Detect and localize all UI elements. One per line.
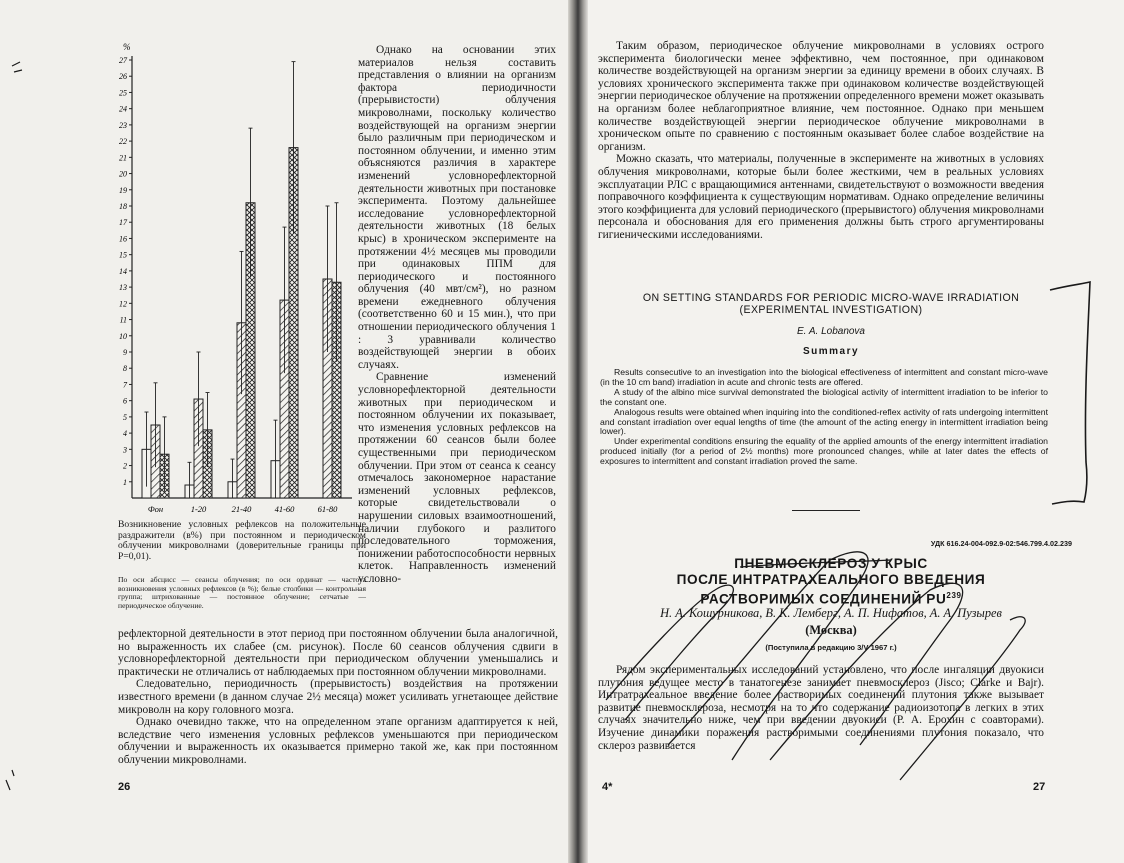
y-tick-label: 9 [123,348,127,357]
y-tick-label: 18 [119,202,127,211]
y-tick-label: 20 [119,169,127,179]
y-tick-label: 15 [119,250,127,260]
left-side-column [358,44,556,586]
page-number-right: 27 [1033,781,1046,793]
y-tick-label: 22 [119,137,127,147]
book-gutter [568,0,588,863]
y-tick-label: 11 [119,315,127,325]
x-tick-label: 61-80 [317,504,338,514]
y-tick-label: 3 [123,445,127,455]
y-tick-label: 19 [119,185,127,195]
paragraph: Однако очевидно также, что на определенном этапе организм адаптируется к ней, вследствие чего изменения условных рефлексов уменьшаются при периодическом облучении и выраженность их оказывается примерно такой же, как при постоянном облучении микроволнами. [118,716,558,766]
y-tick-label: 21 [119,153,127,163]
x-tick-label: 41-60 [274,504,295,514]
article-authors: Н. А. Кошурникова, В. К. Лемберг, А. П. Нифатов, А. А. Пузырев [660,606,1002,620]
y-tick-label: 8 [123,364,127,374]
y-tick-label: 23 [119,120,127,130]
udk-code: УДК 616.24-004-092.9-02:546.799.4.02.239 [930,539,1072,548]
y-tick-label: 7 [123,380,127,390]
signature-mark: 4* [602,781,613,793]
article-title-line-1: ПНЕВМОСКЛЕРОЗ У КРЫС [734,556,928,571]
english-title [596,292,1066,316]
paragraph: Можно сказать, что материалы, полученные в эксперименте на животных в условиях облучения микроволнами, которые были более жесткими, чем в реальных условиях эксплуатации РЛС с вращающимися антеннами, свидетельствуют о возможности введения поправочного коэффициента к существующим нормативам. Однако определение величины этого коэффициента для условий периодического (прерывистого) облучения микроволнами персонала и обоснования для его применения должны быть строго аргументированы гигиеническими исследованиями. [598,153,1044,241]
article-title-line-2: ПОСЛЕ ИНТРАТРАХЕАЛЬНОГО ВВЕДЕНИЯ [676,572,986,587]
y-tick-label: 2 [123,461,127,471]
y-tick-label: 13 [119,283,127,293]
x-tick-label: 1-20 [190,504,207,514]
y-tick-label: 1 [123,477,127,487]
summary-paragraph: A study of the albino mice survival demonstrated the biological activity of intermittent irradiation to be inferior to the constant one. [600,386,1048,407]
figure-note: По оси абсцисс — сеансы облучения; по оси ординат — частота возникновения условных рефлексов (в %); белые столбики — контрольная группа; штрихованные — постоянное облучение; сетчатые — периодическое облучение. [118,575,366,610]
paragraph: Следовательно, периодичность (прерывистость) воздействия на протяжении известного времени (в данном случае 2½ месяца) может усиливать угнетающее действие микроволн на кору головного мозга. [118,678,558,716]
y-tick-label: 27 [119,56,127,65]
right-top-column [598,40,1044,242]
y-tick-label: 24 [119,104,127,114]
y-tick-label: 5 [123,412,127,422]
y-tick-label: 4 [123,429,127,439]
english-title-line-2: (EXPERIMENTAL INVESTIGATION) [739,304,923,316]
y-tick-label: 10 [119,331,127,341]
x-tick-label: Фон [147,504,164,514]
bar-chart [112,40,362,525]
article-title [596,556,1066,608]
paragraph: Рядом экспериментальных исследований установлено, что после ингаляции двуокиси плутония ведущее место в танатогенезе занимает пневмосклероз (Jisco; Clarke и Bajr). Интратрахеальное введение более растворимых соединений плутония также вызывает развитие пневмосклероза, несмотря на то что содержание радиоизотопа в легких в этих случаях значительно ниже, чем при введении двуокиси (Р. А. Ерохин с соавторами). Изучение динамики поражения растворимыми соединениями плутония показало, что склероз развивается [598,664,1044,752]
figure-caption: Возникновение условных рефлексов на положительные раздражители (в%) при постоянном и периодическом облучении микроволнами (доверительные границы при P=0,01). [118,519,366,562]
y-tick-label: 16 [119,234,127,244]
left-full-column [118,628,558,767]
page-number-left: 26 [118,781,131,793]
paragraph: Сравнение изменений условнорефлекторной деятельности животных при периодическом и постоянном облучении их показывает, что изменения условных рефлексов на протяжении 60 сеансов были более существенными при периодическом облучении. При этом от сеанса к сеансу отмечалось закономерное нарастание изменений условных рефлексов, которые свидетельствовали о нарушении силовых взаимоотношений, наличии глубокого и разлитого последовательного торможения, понижении работоспособности нервных клеток. Направленность изменений условно- [358,371,556,585]
section-divider [792,510,860,511]
paragraph: Однако на основании этих материалов нельзя составить представления о влиянии на организм фактора периодичности (прерывистости) облучения микроволнами, поскольку количество воздействующей на организм энергии было различным при периодическом и постоянном облучении, и именно этим объясняются различия в характере изменений условнорефлекторной деятельности животных при постановке эксперимента. Поэтому дальнейшее исследование условнорефлекторной деятельности животных (18 белых крыс) в хроническом эксперименте на протяжении 4½ месяцев мы проводили при одинаковых ППМ для периодического и постоянного облучения (40 мвт/см²), но разном времени ежедневного облучения (соответственно 60 и 15 мин.), что при отношении периодического облучения 1 : 3 уравнивали количество воздействующей энергии в обоих случаях. [358,44,556,371]
received-date: (Поступила в редакцию 3/V 1967 г.) [765,643,897,652]
chart-bars [142,62,341,498]
summary-text [600,368,1048,467]
y-tick-label: 17 [119,218,127,228]
y-tick-label: 6 [123,396,127,406]
paragraph: Таким образом, периодическое облучение микроволнами в условиях острого эксперимента биологически менее эффективно, чем постоянное, при одинаковом количестве воздействующей на организм энергии за единицу времени в обоих случаях. В условиях хронического эксперимента также при одинаковом количестве воздействующей энергии периодическое облучение на протяжении определенного времени может оказывать на организм более неблагоприятное влияние, чем постоянное. Однако при меньшем количестве воздействующей энергии периодическое облучение микроволнами в хроническом опыте по сравнению с постоянным оказывает более слабое воздействие на организм. [598,40,1044,153]
english-author: E. A. Lobanova [796,326,865,337]
y-tick-label: 25 [119,88,127,98]
english-title-line-1: ON SETTING STANDARDS FOR PERIODIC MICRO-WAVE IRRADIATION [642,292,1020,304]
y-axis-unit: % [123,42,131,52]
y-tick-label: 14 [119,266,127,276]
paragraph: рефлекторной деятельности в этот период при постоянном облучении была аналогичной, но выраженность их слабее (см. рисунок). После 60 сеансов облучения сдвиги в условнорефлекторной деятельности при периодическом облучении уменьшались и практически не отличались от наблюдаемых при постоянном облучении микроволнами. [118,628,558,678]
article-title-line-3: РАСТВОРИМЫХ СОЕДИНЕНИЙ PU$^{239}$ [700,591,962,607]
y-tick-label: 26 [119,72,127,82]
summary-paragraph: Results consecutive to an investigation into the biological effectiveness of intermittent and constant micro-wave (in the 10 cm band) irradiation in acute and chronic tests are offered. [600,367,1048,387]
article-city: (Москва) [805,623,857,637]
summary-heading: Summary [802,346,860,357]
y-tick-label: 12 [119,299,127,309]
summary-paragraph: Under experimental conditions ensuring the equality of the applied amounts of the energy intermittent irradiation produced initially (for a period of 2½ months) more pronounced changes, while at later dates the effects of exposures to intermittent and constant irradiation proved the same. [600,436,1048,467]
summary-paragraph: Analogous results were obtained when inquiring into the conditioned-reflex activity of rats undergoing intermittent and constant irradiation over equal lengths of time (the amount of the acting energy in intermittent irradiation being lower). [600,406,1048,437]
x-tick-label: 21-40 [231,504,252,514]
article-body [598,664,1044,752]
